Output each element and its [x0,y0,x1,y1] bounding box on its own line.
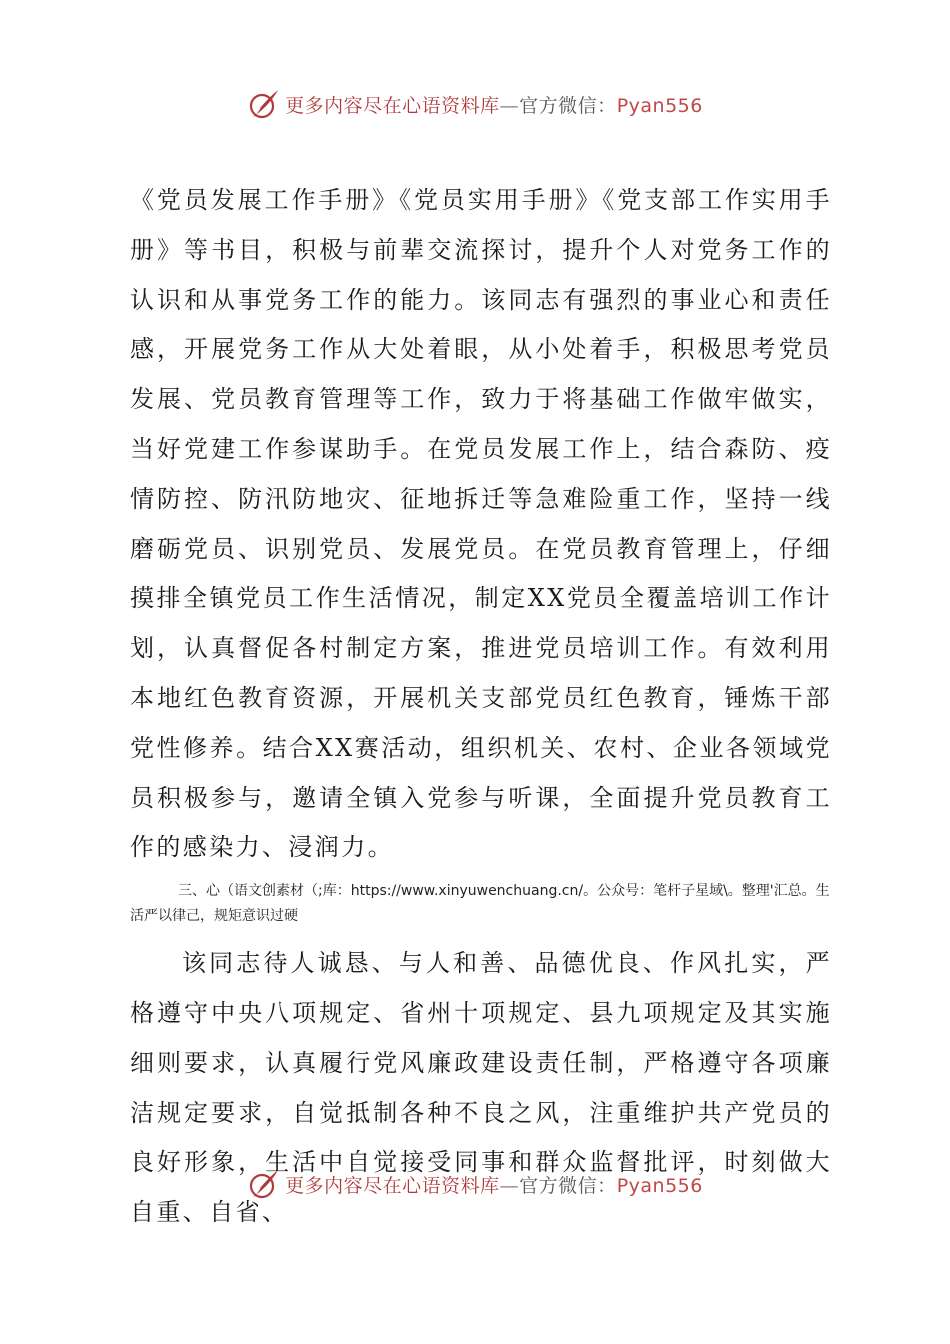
banner-wechat-id: Pyan556 [616,1174,703,1197]
footer-watermark-banner [0,1164,950,1204]
banner-brand: 更多内容尽在心语资料库 [285,94,500,117]
banner-official-label: 官方微信： [519,1174,617,1197]
header-watermark-banner [0,84,950,124]
banner-text [285,91,703,118]
banner-separator: — [499,94,520,117]
banner-brand: 更多内容尽在心语资料库 [285,1174,500,1197]
banner-text [285,1171,703,1198]
banner-official-label: 官方微信： [519,94,617,117]
banner-wechat-id: Pyan556 [616,94,703,117]
quill-logo-icon [247,1167,281,1201]
section-heading-note: 三、心（语文创素材（;库：https://www.xinyuwenchuang.cn/。公众号：笔杆子星域\。整理'汇总。生活严以律己，规矩意识过硬 [130,883,830,925]
document-body [130,176,832,1238]
banner-separator: — [499,1174,520,1197]
body-paragraph-1: 《党员发展工作手册》《党员实用手册》《党支部工作实用手册》等书目，积极与前辈交流探讨，提升个人对党务工作的认识和从事党务工作的能力。该同志有强烈的事业心和责任感，开展党务工作从大处着眼，从小处着手，积极思考党员发展、党员教育管理等工作，致力于将基础工作做牢做实，当好党建工作参谋助手。在党员发展工作上，结合森防、疫情防控、防汛防地灾、征地拆迁等急难险重工作，坚持一线磨砺党员、识别党员、发展党员。在党员教育管理上，仔细摸排全镇党员工作生活情况，制定XX党员全覆盖培训工作计划，认真督促各村制定方案，推进党员培训工作。有效利用本地红色教育资源，开展机关支部党员红色教育，锤炼干部党性修养。结合XX赛活动，组织机关、农村、企业各领域党员积极参与，邀请全镇入党参与听课，全面提升党员教育工作的感染力、浸润力。 [130,186,832,862]
body-paragraph-2: 该同志待人诚恳、与人和善、品德优良、作风扎实，严格遵守中央八项规定、省州十项规定、县九项规定及其实施细则要求，认真履行党风廉政建设责任制，严格遵守各项廉洁规定要求，自觉抵制各种不良之风，注重维护共产党员的良好形象，生活中自觉接受同事和群众监督批评，时刻做大自重、自省、 [130,949,832,1227]
quill-logo-icon [247,87,281,121]
